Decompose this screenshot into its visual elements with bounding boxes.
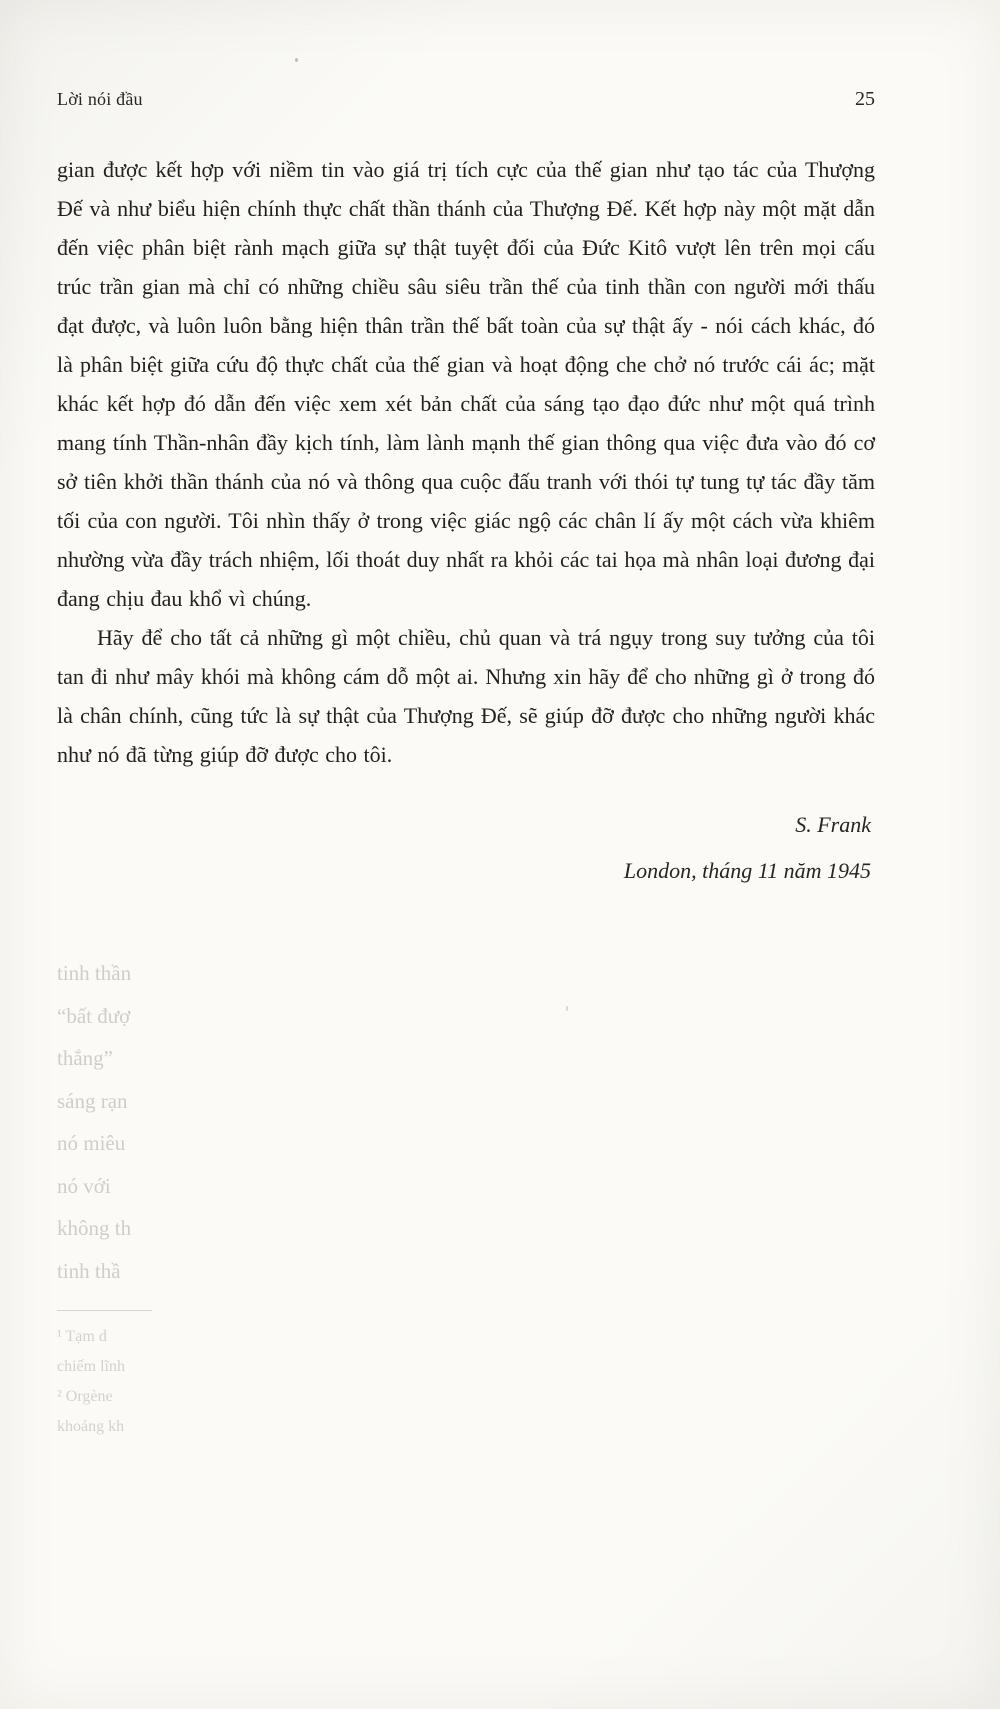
- paragraph-continued: gian được kết hợp với niềm tin vào giá trị tích cực của thế gian như tạo tác của Thượng Đế và như biểu hiện chính thực chất thần thánh của Thượng Đế. Kết hợp này một mặt dẫn đến việc phân biệt rành mạch giữa sự thật tuyệt đối của Đức Kitô vượt lên trên mọi cấu trúc trần gian mà chỉ có những chiều sâu siêu trần thế của tinh thần con người mới thấu đạt được, và luôn luôn bằng hiện thân trần thế bất toàn của sự thật ấy - nói cách khác, đó là phân biệt giữa cứu độ thực chất của thế gian và hoạt động che chở nó trước cái ác; mặt khác kết hợp đó dẫn đến việc xem xét bản chất của sáng tạo đạo đức như một quá trình mang tính Thần-nhân đầy kịch tính, làm lành mạnh thế gian thông qua việc đưa vào đó cơ sở tiên khởi thần thánh của nó và thông qua cuộc đấu tranh với thói tự tung tự tác đầy tăm tối của con người. Tôi nhìn thấy ở trong việc giác ngộ các chân lí ấy một cách vừa khiêm nhường vừa đầy trách nhiệm, lối thoát duy nhất ra khỏi các tai họa mà nhân loại đương đại đang chịu đau khổ vì chúng.: [57, 157, 875, 611]
- bleedthrough-line: thắng”: [57, 1046, 113, 1070]
- running-title: Lời nói đầu: [57, 89, 143, 109]
- bleedthrough-line: “bất đượ: [57, 1003, 131, 1028]
- scan-speck: [566, 1006, 568, 1011]
- signature-place-date: London, tháng 11 năm 1945: [623, 858, 871, 883]
- bleedthrough-line: tinh thầ: [57, 1258, 121, 1283]
- bleedthrough-line: nó với: [57, 1173, 111, 1198]
- bleedthrough-line: sáng rạn: [57, 1088, 128, 1113]
- bleedthrough-footnote-rule: [57, 1310, 152, 1311]
- scan-speck: [295, 58, 298, 62]
- bleedthrough-line: nó miêu: [57, 1131, 126, 1155]
- page-header: [57, 88, 875, 111]
- signature-author: S. Frank: [795, 812, 871, 837]
- signature-block: [57, 802, 875, 894]
- body-text: [57, 150, 875, 894]
- paragraph: Hãy để cho tất cả những gì một chiều, chủ quan và trá ngụy trong suy tưởng của tôi tan đi như mây khói mà không cám dỗ một ai. Nhưng xin hãy để cho những gì ở trong đó là chân chính, cũng tức là sự thật của Thượng Đế, sẽ giúp đỡ được cho những người khác như nó đã từng giúp đỡ được cho tôi.: [57, 625, 875, 767]
- page-number: 25: [855, 88, 875, 110]
- bleedthrough-footnote-line: ² Orgène: [57, 1388, 113, 1405]
- bleedthrough-line: không th: [57, 1216, 132, 1240]
- bleedthrough-line: tinh thần: [57, 961, 132, 985]
- bleedthrough-footnote-line: chiếm lĩnh: [57, 1358, 125, 1375]
- bleedthrough-footnote-line: khoảng kh: [57, 1418, 125, 1435]
- bleedthrough-footnotes: [57, 1322, 477, 1442]
- bleedthrough-footnote-line: ¹ Tạm d: [57, 1328, 107, 1345]
- bleedthrough-text: [57, 952, 557, 1292]
